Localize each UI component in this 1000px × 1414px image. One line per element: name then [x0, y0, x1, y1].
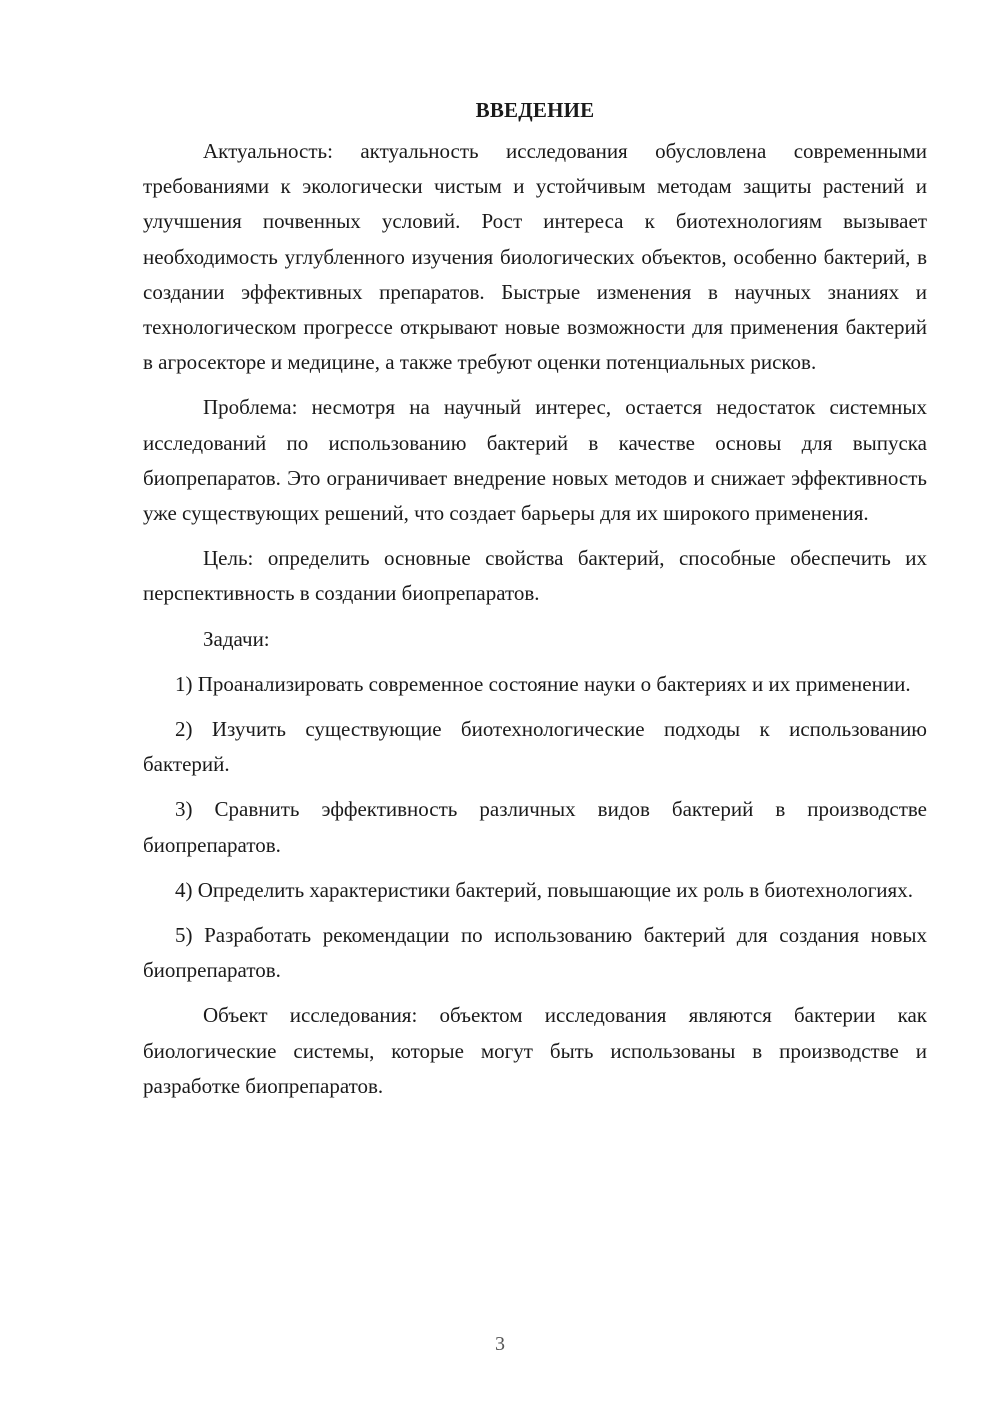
task-item-4: 4) Определить характеристики бактерий, повышающие их роль в биотехнологиях. [175, 877, 913, 902]
task-item-3: 3) Сравнить эффективность различных видов бактерий в производстве биопрепаратов. [143, 797, 927, 857]
object-paragraph: Объект исследования: объектом исследования являются бактерии как биологические системы, которые могут быть использованы в производстве и разработке биопрепаратов. [143, 1003, 927, 1098]
page-number: 3 [495, 1333, 505, 1355]
task-item-1: 1) Проанализировать современное состояние науки о бактериях и их применении. [175, 671, 911, 696]
task-item-5: 5) Разработать рекомендации по использованию бактерий для создания новых биопрепаратов. [143, 923, 927, 983]
problem-paragraph: Проблема: несмотря на научный интерес, остается недостаток системных исследований по использованию бактерий в качестве основы для выпуска биопрепаратов. Это ограничивает внедрение новых методов и снижает эффективность уже существующих решений, что создает барьеры для их широкого применения. [143, 395, 927, 526]
goal-paragraph: Цель: определить основные свойства бактерий, способные обеспечить их перспективность в создании биопрепаратов. [143, 546, 927, 606]
relevance-paragraph: Актуальность: актуальность исследования обусловлена современными требованиями к экологически чистым и устойчивым методам защиты растений и улучшения почвенных условий. Рост интереса к биотехнологиям вызывает необходимость углубленного изучения биологических объектов, особенно бактерий, в создании эффективных препаратов. Быстрые изменения в научных знаниях и технологическом прогрессе открывают новые возможности для применения бактерий в агросекторе и медицине, а также требуют оценки потенциальных рисков. [143, 139, 927, 375]
document-page [143, 96, 927, 1104]
page-title: ВВЕДЕНИЕ [475, 98, 595, 122]
task-item-2: 2) Изучить существующие биотехнологические подходы к использованию бактерий. [143, 717, 927, 777]
tasks-label: Задачи: [203, 626, 270, 651]
